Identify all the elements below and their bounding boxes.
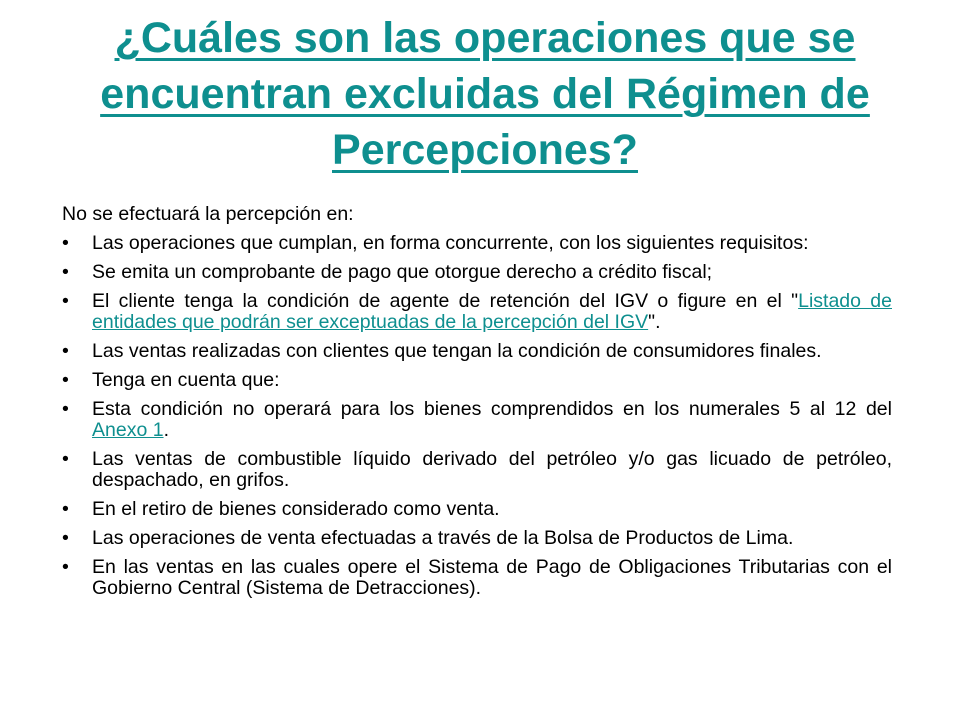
bullet-item bbox=[62, 341, 892, 362]
bullet-item bbox=[62, 233, 892, 254]
title-link[interactable]: ¿Cuáles son las operaciones que se encuentran excluidas del Régimen de Percepciones? bbox=[100, 14, 870, 174]
bullet-text: Esta condición no operará para los bienes comprendidos en los numerales 5 al 12 del bbox=[92, 398, 892, 420]
bullet-text: El cliente tenga la condición de agente de retención del IGV o figure en el " bbox=[92, 290, 799, 312]
bullet-list bbox=[62, 233, 892, 599]
bullet-text: Las ventas de combustible líquido derivado del petróleo y/o gas licuado de petróleo, despachado, en grifos. bbox=[92, 448, 892, 491]
intro-text: No se efectuará la percepción en: bbox=[62, 203, 354, 225]
bullet-item bbox=[62, 499, 892, 520]
bullet-text: Las operaciones que cumplan, en forma concurrente, con los siguientes requisitos: bbox=[92, 232, 809, 254]
bullet-text: . bbox=[163, 419, 169, 441]
bullet-item bbox=[62, 262, 892, 283]
bullet-item bbox=[62, 449, 892, 491]
page-title[interactable] bbox=[60, 10, 910, 178]
bullet-text: Las operaciones de venta efectuadas a través de la Bolsa de Productos de Lima. bbox=[92, 527, 794, 549]
bullet-text: Tenga en cuenta que: bbox=[92, 369, 280, 391]
bullet-item bbox=[62, 291, 892, 333]
bullet-text: ". bbox=[648, 311, 661, 333]
listado-entidades-link[interactable]: Listado de entidades que podrán ser exceptuadas de la percepción del IGV bbox=[92, 290, 892, 333]
slide-body bbox=[62, 204, 892, 607]
bullet-text: Se emita un comprobante de pago que otorgue derecho a crédito fiscal; bbox=[92, 261, 713, 283]
anexo-1-link[interactable]: Anexo 1 bbox=[92, 419, 164, 441]
bullet-text: Las ventas realizadas con clientes que tengan la condición de consumidores finales. bbox=[92, 340, 822, 362]
bullet-item bbox=[62, 528, 892, 549]
bullet-item bbox=[62, 557, 892, 599]
bullet-item bbox=[62, 399, 892, 441]
bullet-text: En las ventas en las cuales opere el Sistema de Pago de Obligaciones Tributarias con el Gobierno Central (Sistema de Detracciones). bbox=[92, 556, 892, 599]
bullet-text: En el retiro de bienes considerado como venta. bbox=[92, 498, 500, 520]
bullet-item bbox=[62, 370, 892, 391]
